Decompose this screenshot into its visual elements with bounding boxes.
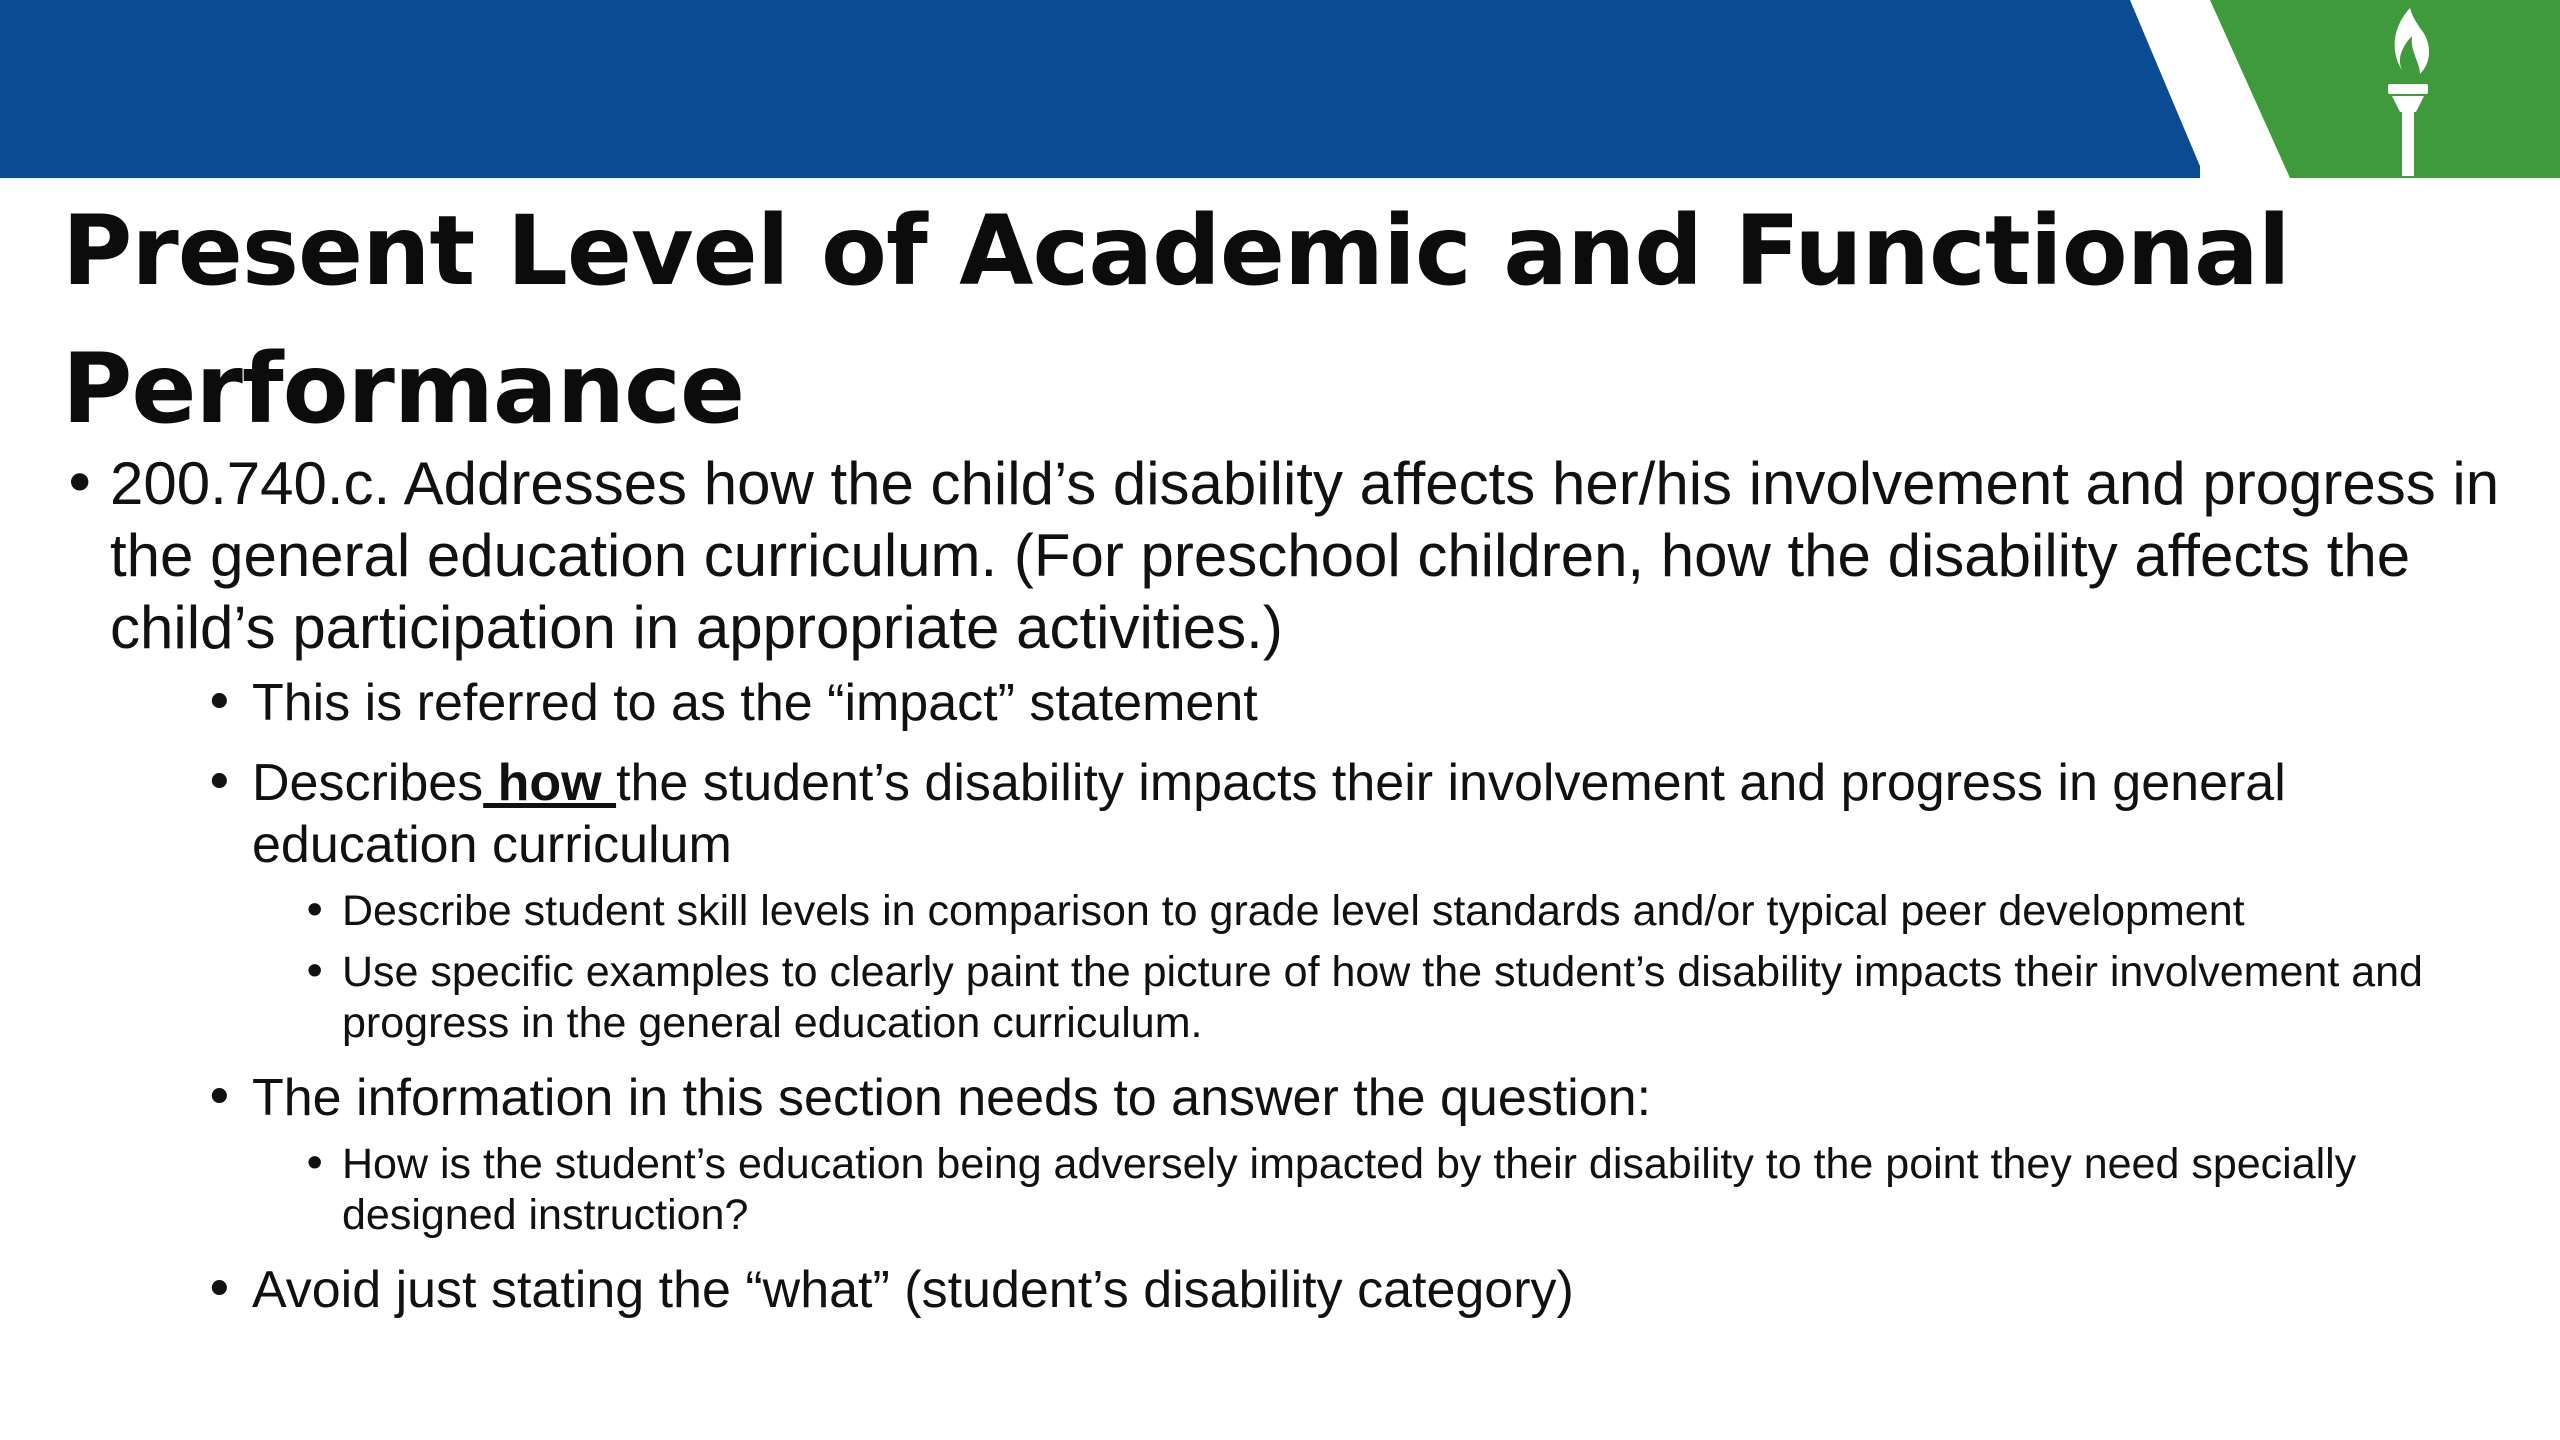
banner-blue-band — [0, 0, 2200, 178]
header-banner — [0, 0, 2560, 178]
page-title: Present Level of Academic and Functional Performance — [62, 195, 2290, 445]
describes-before: Describes — [252, 754, 484, 812]
bullet-question: • How is the student’s education being adversely impacted by their disability to the point they need specially designed instruction? — [302, 1139, 2502, 1241]
bullet-avoid-what: • Avoid just stating the “what” (student’s disability category) — [204, 1259, 2502, 1321]
bullet-main: • 200.740.c. Addresses how the child’s disability affects her/his involvement and progress in the general education curriculum. (For preschool children, how the disability affects the child’s participation in appropriate activities.) — [62, 448, 2502, 664]
bullet-question-intro: • The information in this section needs to answer the question: — [204, 1067, 2502, 1129]
describes-after: the student’s disability impacts their involvement and progress in general education curriculum — [252, 754, 2286, 874]
bullet-skill-levels: • Describe student skill levels in comparison to grade level standards and/or typical peer development — [302, 886, 2502, 937]
describes-emphasis-how: how — [483, 754, 617, 812]
bullet-specific-examples: • Use specific examples to clearly paint the picture of how the student’s disability impacts their involvement and progress in the general education curriculum. — [302, 947, 2502, 1049]
bullet-list — [62, 448, 2502, 1321]
bullet-impact-statement: • This is referred to as the “impact” statement — [204, 672, 2502, 734]
bullet-describes-how — [204, 752, 2502, 876]
